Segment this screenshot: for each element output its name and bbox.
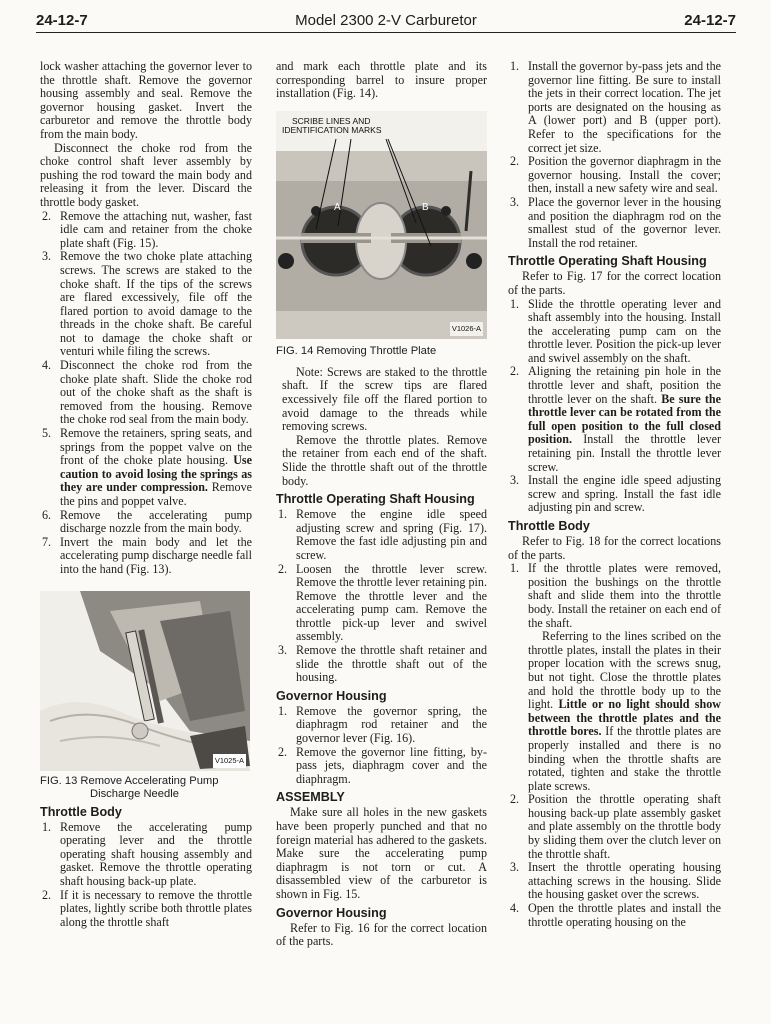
caption-line: FIG. 13 Remove Accelerating Pump	[40, 774, 219, 787]
list-item	[508, 861, 721, 902]
page-header	[36, 12, 736, 34]
list-number: 3.	[510, 194, 520, 209]
list-item	[508, 562, 721, 793]
section-heading: ASSEMBLY	[276, 790, 345, 805]
note-paragraph: Note: Screws are staked to the throttle shaft. If the screw tips are flared excessively file off the flared portion to avoid damage to the threads while removing screws.	[282, 364, 487, 434]
paragraph: Refer to Fig. 18 for the correct locations of the parts.	[508, 534, 721, 562]
paragraph: Make sure all holes in the new gaskets have been properly punched and that no foreign material has adhered to the gaskets. Make sure the accelerating pump diaphragm is not torn or cut. A disassembled view of the carburetor is shown in Fig. 15.	[276, 805, 487, 901]
list-number: 4.	[42, 358, 52, 373]
list-text: Open the throttle plates and install the throttle operating housing on the	[528, 901, 721, 929]
caution-text: Use caution to avoid losing the springs as they are under compression.	[60, 453, 252, 495]
list-number: 1.	[278, 703, 288, 718]
list-number: 2.	[510, 792, 520, 807]
list-text: If the throttle plates were removed, position the bushings on the throttle shaft and slide them into the throttle body. Install the retainer on each end of the shaft.	[528, 561, 721, 630]
list-item	[508, 365, 721, 474]
list-item	[40, 250, 252, 359]
section-heading: Governor Housing	[276, 905, 387, 920]
paragraph	[528, 630, 721, 793]
list-number: 1.	[42, 819, 52, 834]
list-item	[40, 509, 252, 536]
list-text: Install the throttle lever retaining pin. Install the throttle lever screw.	[528, 432, 721, 474]
list-text: Invert the main body and let the accelerating pump discharge needle fall into the hand (Fig. 13).	[60, 534, 252, 576]
list-item	[40, 210, 252, 251]
list-item	[508, 474, 721, 515]
numbered-list	[40, 821, 252, 930]
numbered-list	[508, 298, 721, 516]
list-number: 4.	[510, 901, 520, 916]
section-heading: Governor Housing	[276, 688, 387, 703]
list-number: 1.	[278, 507, 288, 522]
list-text: Remove the engine idle speed adjusting screw and spring (Fig. 17). Remove the fast idle adjusting pin and screw.	[296, 507, 487, 562]
page-number-left: 24-12-7	[36, 12, 88, 29]
list-item	[508, 155, 721, 196]
list-item	[508, 298, 721, 366]
list-number: 2.	[42, 208, 52, 223]
list-item	[508, 196, 721, 250]
section-heading: Throttle Body	[508, 519, 590, 533]
list-text: Referring to the lines scribed on the throttle plates, install the plates in their proper location with the screws snug, but not tight. Close the throttle plates and hold the throttle body up to the light.	[528, 629, 721, 712]
list-item	[276, 508, 487, 562]
list-number: 3.	[510, 473, 520, 488]
list-item	[276, 746, 487, 787]
list-text: Remove the two choke plate attaching screws. The screws are staked to the choke shaft. If the tips of the screws are flared excessively, file off the flared portion to avoid damage to the threads in the choke shaft. Be careful not to damage the choke shaft or venturi while filing the screws.	[60, 249, 252, 359]
list-item	[276, 644, 487, 685]
list-text: Place the governor lever in the housing and position the diaphragm rod on the smallest stud of the governor lever. Install the rod retainer.	[528, 194, 721, 250]
list-item	[40, 536, 252, 577]
column-1	[40, 60, 252, 929]
list-item	[40, 427, 252, 509]
figure-code: V1026-A	[450, 322, 483, 336]
list-text: If it is necessary to remove the throttle plates, lightly scribe both throttle plates along the throttle shaft	[60, 887, 252, 929]
list-text: Remove the retainers, spring seats, and springs from the poppet valve on the front of the choke plate housing.	[60, 426, 252, 468]
list-number: 2.	[510, 364, 520, 379]
paragraph: lock washer attaching the governor lever to the throttle shaft. Remove the governor housing assembly and seal. Remove the governor housing gasket. Invert the carburetor and remove the throttle body from the main body.	[40, 59, 252, 141]
list-number: 3.	[42, 249, 52, 264]
callout-line: SCRIBE LINES AND	[292, 115, 371, 126]
list-number: 1.	[510, 561, 520, 576]
list-number: 2.	[278, 561, 288, 576]
list-text: Position the governor diaphragm in the governor housing. Install the cover; then, install a new safety wire and seal.	[528, 154, 721, 196]
list-text: Remove the accelerating pump discharge nozzle from the main body.	[60, 507, 252, 536]
list-text: Disconnect the choke rod from the choke plate shaft. Slide the choke rod out of the choke shaft as the shaft is removed from the housing. Remove the choke rod seal from the main body.	[60, 358, 252, 427]
figure-callout	[280, 117, 384, 135]
list-number: 2.	[510, 154, 520, 169]
numbered-list	[508, 60, 721, 250]
list-item	[508, 793, 721, 861]
list-item	[276, 705, 487, 746]
figure-13-illustration	[40, 591, 250, 771]
list-text: Install the governor by-pass jets and the governor line fitting. Be sure to install the jets in their correct location. The jet ports are designated on the housing as A (lower port) and B (upper port). Refer to the specifications for the correct jet size.	[528, 59, 721, 155]
caption-line: Discharge Needle	[90, 787, 179, 800]
section-heading: Throttle Operating Shaft Housing	[508, 254, 707, 269]
figure-13-photo	[40, 591, 250, 771]
list-number: 1.	[510, 296, 520, 311]
list-number: 2.	[42, 887, 52, 902]
list-number: 6.	[42, 507, 52, 522]
list-text: Remove the pins and poppet valve.	[60, 480, 252, 508]
paragraph: Remove the throttle plates. Remove the retainer from each end of the shaft. Slide the throttle shaft out of the throttle body.	[282, 432, 487, 488]
figure-14-illustration	[276, 111, 487, 339]
list-text: Remove the governor line fitting, by-pass jets, diaphragm cover and the diaphragm.	[296, 744, 487, 786]
list-text: Aligning the retaining pin hole in the throttle lever and shaft, position the throttle lever on the shaft.	[528, 364, 721, 406]
header-rule	[36, 32, 736, 33]
list-number: 7.	[42, 534, 52, 549]
paragraph: and mark each throttle plate and its corresponding barrel to insure proper installation (Fig. 14).	[276, 59, 487, 101]
figure-14-photo	[276, 111, 487, 339]
list-text: Remove the attaching nut, washer, fast idle cam and retainer from the choke plate shaft (Fig. 15).	[60, 208, 252, 250]
figure-label-a: A	[334, 201, 341, 213]
paragraph: Disconnect the choke rod from the choke control shaft lever assembly by pushing the rod toward the main body and releasing it from the lever. Discard the throttle body gasket.	[40, 140, 252, 209]
figure-14-caption: FIG. 14 Removing Throttle Plate	[276, 344, 437, 357]
paragraph: Refer to Fig. 16 for the correct location of the parts.	[276, 920, 487, 949]
section-heading: Throttle Operating Shaft Housing	[276, 492, 475, 507]
list-number: 2.	[278, 744, 288, 759]
column-3	[508, 60, 721, 929]
column-2	[276, 60, 487, 949]
figure-code: V1025-A	[213, 754, 246, 768]
numbered-list	[40, 210, 252, 577]
list-number: 5.	[42, 426, 52, 441]
list-item	[276, 563, 487, 645]
list-item	[508, 902, 721, 929]
list-text: Remove the throttle shaft retainer and slide the throttle shaft out of the housing.	[296, 643, 487, 685]
numbered-list	[276, 705, 487, 787]
list-text: Insert the throttle operating housing attaching screws in the housing. Slide the housing gasket over the screws.	[528, 860, 721, 902]
paragraph: Refer to Fig. 17 for the correct location of the parts.	[508, 269, 721, 297]
list-item	[508, 60, 721, 155]
emphasis-text: Little or no light should show between the throttle plates and the throttle bores.	[528, 697, 721, 739]
page-title: Model 2300 2-V Carburetor	[295, 12, 477, 29]
list-text: Loosen the throttle lever screw. Remove the throttle lever retaining pin. Remove the throttle lever and the accelerating pump cam. Remove the throttle pick-up lever and swivel assembly.	[296, 561, 487, 644]
page-number-right: 24-12-7	[684, 12, 736, 29]
list-item	[40, 821, 252, 889]
list-text: If the throttle plates are properly installed and there is no binding when the throttle shafts are rotated, tighten and stake the throttle plate screws.	[528, 724, 721, 793]
numbered-list	[508, 562, 721, 929]
callout-line: IDENTIFICATION MARKS	[282, 124, 382, 135]
list-item	[40, 889, 252, 930]
list-number: 1.	[510, 59, 520, 73]
list-text: Remove the accelerating pump operating lever and the throttle operating shaft housing assembly and gasket. Remove the throttle operating shaft housing back-up plate.	[60, 819, 252, 888]
list-number: 3.	[278, 643, 288, 658]
list-text: Install the engine idle speed adjusting screw and spring. Install the fast idle adjusting pin and screw.	[528, 473, 721, 515]
list-item	[40, 359, 252, 427]
figure-label-b: B	[422, 201, 429, 213]
numbered-list	[276, 508, 487, 685]
list-text: Slide the throttle operating lever and shaft assembly into the housing. Install the accelerating pump cam on the throttle lever. Position the pick-up lever and swivel assembly on the shaft.	[528, 296, 721, 365]
list-number: 3.	[510, 860, 520, 875]
emphasis-text: Be sure the throttle lever can be rotated from the full open position to the full closed position.	[528, 391, 721, 447]
list-text: Position the throttle operating shaft housing back-up plate assembly gasket and plate assembly on the throttle body by sliding them over the clutch lever on the throttle shaft.	[528, 792, 721, 861]
list-text: Remove the governor spring, the diaphragm rod retainer and the governor lever (Fig. 16).	[296, 703, 487, 746]
figure-13-caption	[40, 775, 252, 801]
section-heading: Throttle Body	[40, 804, 122, 819]
